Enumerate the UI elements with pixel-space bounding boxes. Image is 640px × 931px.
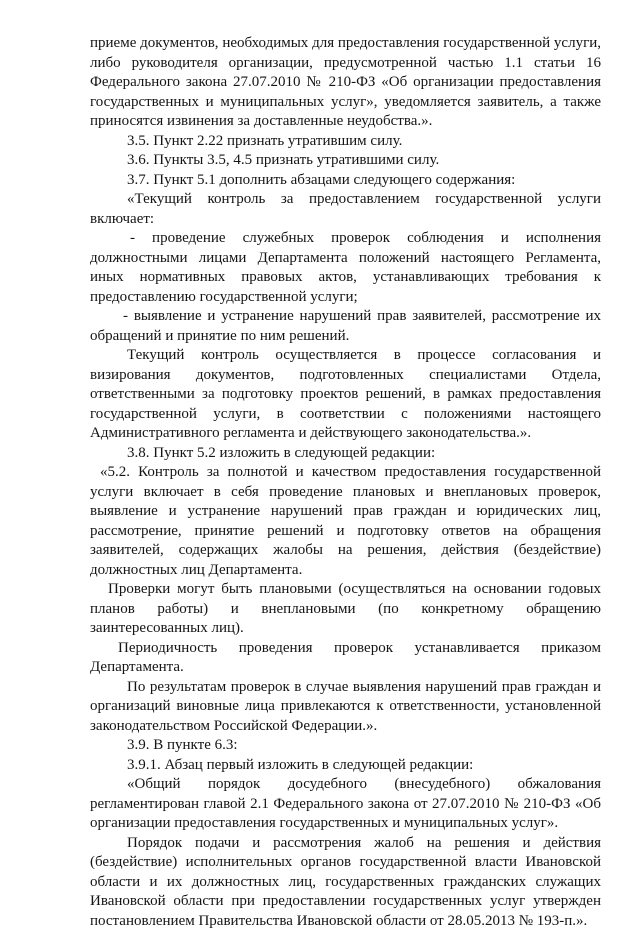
paragraph-dash-inspections: - проведение служебных проверок соблюдения и исполнения должностными лицами Департамента положений настоящего Регламента, иных нормативных правовых актов, устанавливающих требования к предоставлению государственной услуги; bbox=[90, 229, 601, 307]
document-page bbox=[90, 34, 601, 931]
paragraph-3-5: 3.5. Пункт 2.22 признать утратившим силу. bbox=[90, 132, 601, 152]
paragraph-3-7: 3.7. Пункт 5.1 дополнить абзацами следующего содержания: bbox=[90, 171, 601, 191]
paragraph-3-9: 3.9. В пункте 6.3: bbox=[90, 736, 601, 756]
paragraph-complaint-procedure: Порядок подачи и рассмотрения жалоб на решения и действия (бездействие) исполнительных органов государственной власти Ивановской области и их должностных лиц, государственных гражданских служащих Ивановской области при предоставлении государственных услуг утвержден постановлением Правительства Ивановской области от 28.05.2013 № 193-п.». bbox=[90, 834, 601, 931]
paragraph-3-6: 3.6. Пункты 3.5, 4.5 признать утратившими силу. bbox=[90, 151, 601, 171]
paragraph-results: По результатам проверок в случае выявления нарушений прав граждан и организаций виновные лица привлекаются к ответственности, установленной законодательством Российской Федерации.». bbox=[90, 678, 601, 737]
paragraph-inspections-types: Проверки могут быть плановыми (осуществляться на основании годовых планов работы) и внеплановыми (по конкретному обращению заинтересованных лиц). bbox=[90, 580, 601, 639]
paragraph-dash-violations: - выявление и устранение нарушений прав заявителей, рассмотрение их обращений и принятие по ним решений. bbox=[90, 307, 601, 346]
paragraph-5-2: «5.2. Контроль за полнотой и качеством предоставления государственной услуги включает в себя проведение плановых и внеплановых проверок, выявление и устранение нарушений прав граждан и юридических лиц, рассмотрение, принятие решений и подготовку ответов на обращения заявителей, содержащих жалобы на решения, действия (бездействие) должностных лиц Департамента. bbox=[90, 463, 601, 580]
paragraph-current-control-process: Текущий контроль осуществляется в процессе согласования и визирования документов, подготовленных специалистами Отдела, ответственными за подготовку проектов решений, в рамках предоставления государственной услуги, в соответствии с положениями настоящего Административного регламента и действующего законодательства.». bbox=[90, 346, 601, 444]
paragraph-continuation: приеме документов, необходимых для предоставления государственной услуги, либо руководителя организации, предусмотренной частью 1.1 статьи 16 Федерального закона 27.07.2010 № 210-ФЗ «Об организации предоставления государственных и муниципальных услуг», уведомляется заявитель, а также приносятся извинения за доставленные неудобства.». bbox=[90, 34, 601, 132]
paragraph-3-9-1: 3.9.1. Абзац первый изложить в следующей редакции: bbox=[90, 756, 601, 776]
paragraph-3-8: 3.8. Пункт 5.2 изложить в следующей редакции: bbox=[90, 444, 601, 464]
paragraph-periodicity: Периодичность проведения проверок устанавливается приказом Департамента. bbox=[90, 639, 601, 678]
paragraph-current-control: «Текущий контроль за предоставлением государственной услуги включает: bbox=[90, 190, 601, 229]
paragraph-general-procedure: «Общий порядок досудебного (внесудебного) обжалования регламентирован главой 2.1 Федерального закона от 27.07.2010 № 210-ФЗ «Об организации предоставления государственных и муниципальных услуг». bbox=[90, 775, 601, 834]
